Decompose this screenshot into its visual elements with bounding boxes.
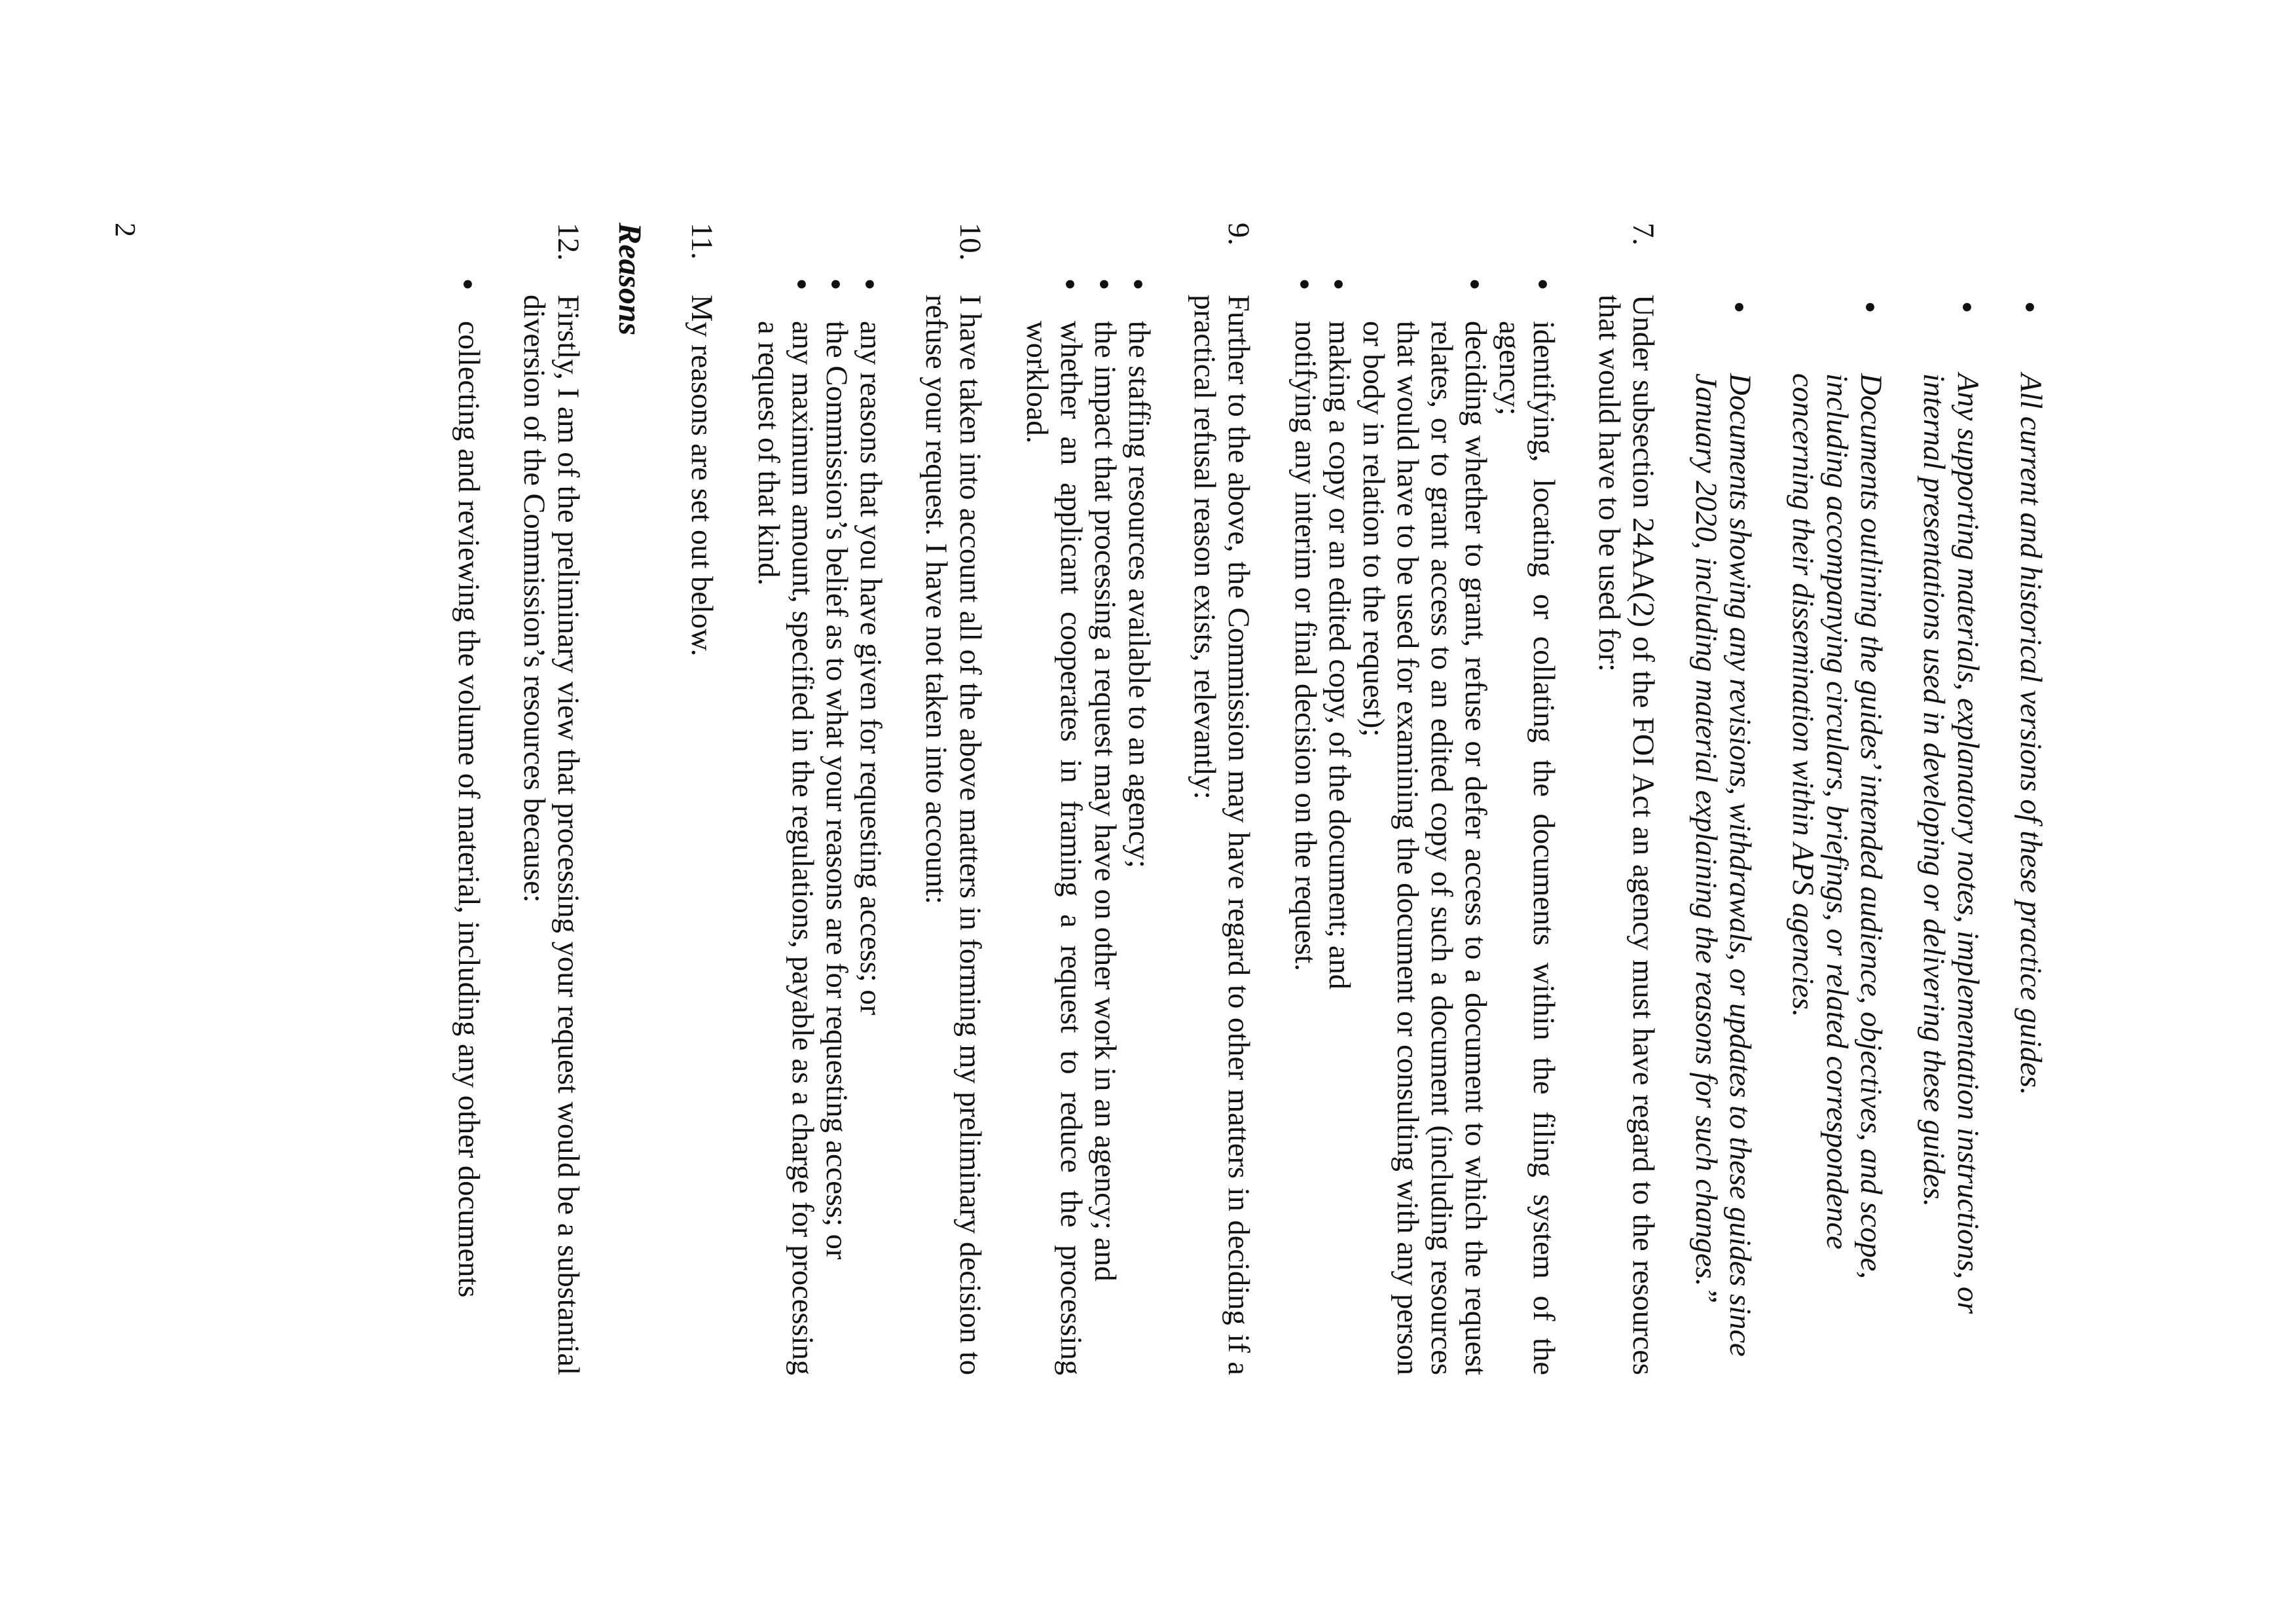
other-matters-list xyxy=(1019,295,1156,1375)
reasons-heading: Reasons xyxy=(612,223,649,336)
list-item: ● identifying, locating or collating the documents within the filing system of the agency; xyxy=(1492,321,1560,1375)
diversion-reasons-list xyxy=(451,295,485,1375)
paragraph-7 xyxy=(1592,223,1660,1375)
list-item: ● collecting and reviewing the volume of material, including any other documents xyxy=(451,321,485,1375)
list-item: ● whether an applicant cooperates in framing a request to reduce the processing workload. xyxy=(1019,321,1087,1375)
list-item: ● the impact that processing a request may have on other work in an agency; and xyxy=(1087,321,1121,1375)
paragraph-number: 11. xyxy=(685,223,718,260)
list-item: ● deciding whether to grant, refuse or defer access to a document to which the request relates, or to grant access to an edited copy of such a document (including resources that would have to be used for examining the document or consulting with any person or body in relation to the request); xyxy=(1356,321,1492,1375)
paragraph-10 xyxy=(919,223,987,1375)
paragraph-11 xyxy=(684,223,718,1375)
page-number: 2 xyxy=(109,223,141,237)
paragraph-12 xyxy=(517,223,585,1375)
paragraph-text: I have taken into account all of the above matters in forming my preliminary decision to refuse your request. I have not taken into account: xyxy=(919,295,987,1375)
list-item: ● any maximum amount, specified in the regulations, payable as a charge for processing a request of that kind. xyxy=(751,321,819,1375)
paragraph-number: 7. xyxy=(1626,223,1660,246)
quoted-request-item: ● Documents outlining the guides’ intended audience, objectives, and scope, including accompanying circulars, briefings, or related correspondence concerning their dissemination within APS agencies. xyxy=(1785,373,1887,1375)
not-considered-list xyxy=(751,295,887,1375)
paragraph-text: Further to the above, the Commission may have regard to other matters in deciding if a practical refusal reason exists, relevantly: xyxy=(1188,295,1255,1375)
paragraph-number: 12. xyxy=(551,223,585,261)
paragraph-text: Firstly, I am of the preliminary view that processing your request would be a substantial diversion of the Commission’s resources because: xyxy=(517,295,585,1375)
list-item: ● the Commission’s belief as to what your reasons are for requesting access; or xyxy=(819,321,853,1375)
page-content xyxy=(418,223,2047,1375)
paragraph-9 xyxy=(1187,223,1255,1375)
quoted-request-item: ● Documents showing any revisions, withdrawals, or updates to these guides since January 2020, including material explaining the reasons for such changes.” xyxy=(1688,373,1757,1375)
paragraph-number: 10. xyxy=(953,223,987,261)
resources-list xyxy=(1288,295,1560,1375)
quoted-request-list xyxy=(1688,223,2047,1375)
list-item: ● any reasons that you have given for requesting access; or xyxy=(853,321,887,1375)
paragraph-text: Under subsection 24AA(2) of the FOI Act an agency must have regard to the resources that would have to be used for: xyxy=(1592,295,1660,1375)
quoted-request-item: ● Any supporting materials, explanatory notes, implementation instructions, or internal presentations used in developing or delivering these guides. xyxy=(1916,373,1984,1375)
paragraph-number: 9. xyxy=(1222,223,1255,246)
list-item: ● making a copy or an edited copy, of the document; and xyxy=(1322,321,1356,1375)
list-item: ● the staffing resources available to an agency; xyxy=(1121,321,1156,1375)
quoted-request-item: ● All current and historical versions of these practice guides. xyxy=(2013,373,2047,1375)
list-item: ● notifying any interim or final decision on the request. xyxy=(1288,321,1322,1375)
paragraph-text: My reasons are set out below. xyxy=(685,295,718,657)
